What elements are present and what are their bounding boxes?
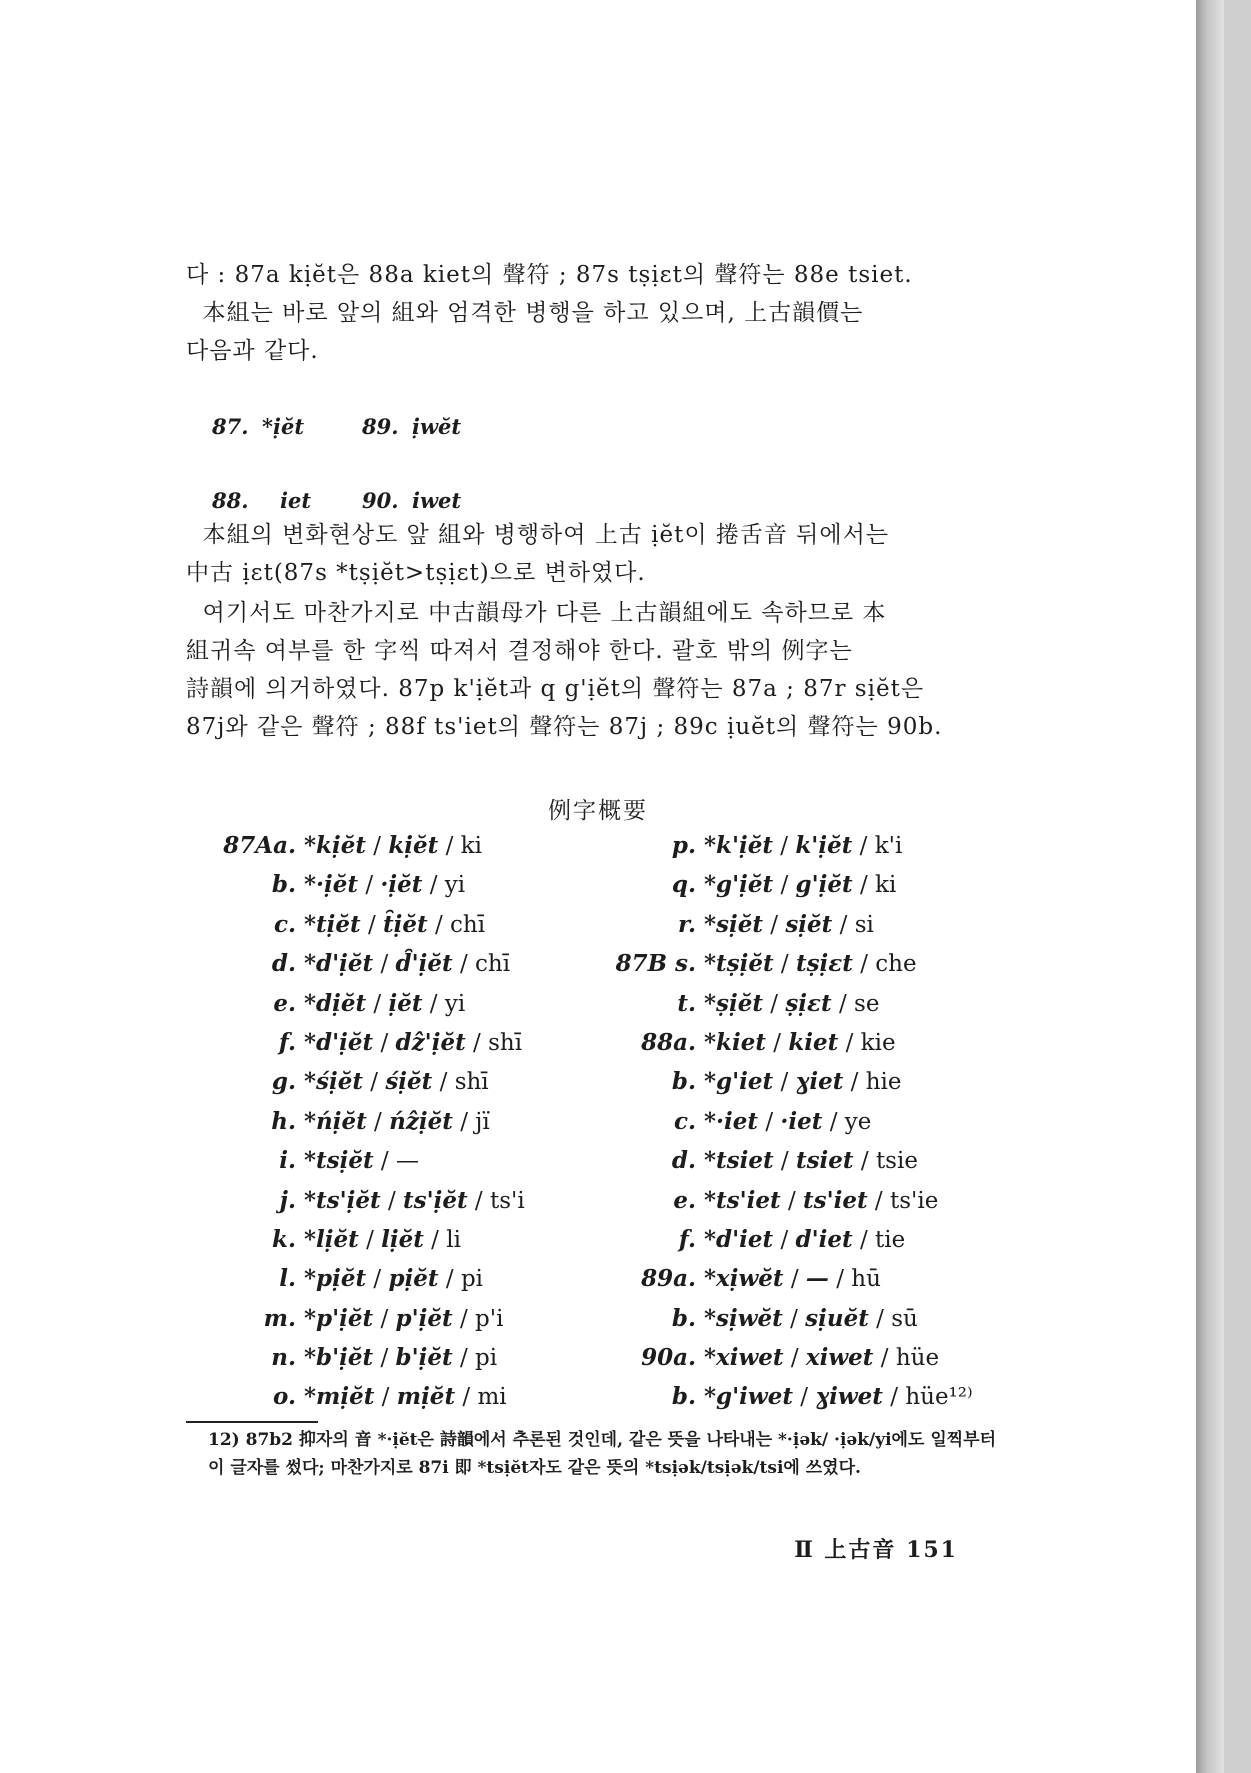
example-entry [186, 1377, 616, 1416]
example-forms: *g'ịĕt / g'ịĕt / ki [704, 871, 897, 899]
example-forms: *xịwĕt / — / hū [704, 1265, 881, 1293]
example-entry [186, 1141, 616, 1180]
example-entry [586, 1181, 1016, 1220]
example-label: e. [273, 989, 296, 1017]
example-entry [586, 1141, 1016, 1180]
example-forms: *ńịĕt / ńẑịĕt / jï [304, 1107, 490, 1135]
example-entry [186, 1181, 616, 1220]
footnote-rule [186, 1421, 318, 1423]
example-label: c. [673, 1107, 696, 1135]
example-forms: *dịĕt / ịĕt / yi [304, 989, 466, 1017]
example-entry [186, 826, 616, 865]
example-entry [586, 905, 1016, 944]
example-forms: *sịwĕt / sịuĕt / sū [704, 1304, 918, 1332]
example-label: j. [279, 1186, 296, 1214]
page-edge-shadow [1196, 0, 1224, 1773]
example-label: n. [271, 1344, 296, 1372]
examples-left-column [186, 826, 616, 1417]
example-forms: *b'ịĕt / b'ịĕt / pi [304, 1344, 498, 1372]
example-forms: *kịĕt / kịĕt / ki [304, 832, 482, 859]
example-entry [186, 1220, 616, 1259]
example-entry [586, 1259, 1016, 1298]
example-forms: *xiwet / xiwet / hüe [704, 1344, 940, 1372]
example-label: 89a. [641, 1265, 696, 1293]
example-forms: *pịĕt / pịĕt / pi [304, 1265, 484, 1293]
example-forms: *k'ịĕt / k'ịĕt / k'i [704, 832, 903, 859]
examples-right-column [586, 826, 1016, 1417]
example-label: 87Aa. [223, 832, 296, 859]
example-entry [186, 1259, 616, 1298]
example-forms: *tịĕt / t̑ịĕt / chī [304, 910, 486, 938]
example-forms: *sịĕt / sịĕt / si [704, 910, 874, 938]
example-label: p. [671, 832, 696, 859]
example-forms: *mịĕt / mịĕt / mi [304, 1383, 507, 1411]
example-forms: *·iet / ·iet / ye [704, 1107, 872, 1135]
example-entry [186, 1102, 616, 1141]
example-label: d. [271, 950, 296, 978]
example-forms: *·ịĕt / ·ịĕt / yi [304, 871, 466, 899]
paragraph-2: 本組는 바로 앞의 組와 엄격한 병행을 하고 있으며, 上古韻價는 다음과 같다. [186, 300, 864, 364]
rhyme-number: 88. [212, 488, 249, 513]
footnote: 12) 87b2 抑자의 音 *·ịĕt은 詩韻에서 추론된 것인데, 같은 뜻을 나타내는 *·ịək/ ·ịək/yi에도 일찍부터 이 글자를 썼다; 마찬가지로 87i 即 *tsịĕt자도 같은 뜻의 *tsịək/tsịək/tsi에 쓰였다. [208, 1430, 997, 1478]
example-forms: *d'ịĕt / dẑ'ịĕt / shī [304, 1028, 523, 1056]
example-entry [586, 865, 1016, 904]
example-label: m. [263, 1304, 296, 1332]
example-forms: *kiet / kiet / kie [704, 1028, 896, 1056]
rhyme-form: iet [280, 488, 312, 513]
example-forms: *tṣịĕt / tṣịɛt / che [704, 950, 917, 978]
example-entry [586, 1377, 1016, 1416]
example-entry [186, 905, 616, 944]
rhyme-number: 87. [212, 414, 249, 439]
example-label: o. [273, 1383, 296, 1411]
example-entry [186, 1062, 616, 1101]
rhyme-number: 89. [362, 414, 399, 439]
example-label: b. [671, 1068, 696, 1096]
example-label: d. [671, 1147, 696, 1175]
paragraph-1: 다 : 87a kịĕt은 88a kiet의 聲符 ; 87s tṣịɛt의 聲符는 88e tsiet. [186, 262, 913, 288]
example-label: 87B s. [615, 950, 696, 978]
example-forms: *ts'ịĕt / ts'ịĕt / ts'i [304, 1186, 525, 1214]
example-entry [586, 826, 1016, 865]
example-entry [586, 1338, 1016, 1377]
example-entry [586, 1023, 1016, 1062]
example-label: b. [271, 871, 296, 899]
example-label: c. [273, 910, 296, 938]
example-label: b. [671, 1304, 696, 1332]
running-footer: Ⅱ 上古音 151 [794, 1537, 958, 1563]
example-forms: *d'iet / d'iet / tie [704, 1225, 906, 1253]
example-entry [186, 865, 616, 904]
example-label: 90a. [641, 1344, 696, 1372]
rhyme-number: 90. [362, 488, 399, 513]
example-forms: *p'ịĕt / p'ịĕt / p'i [304, 1304, 504, 1332]
example-entry [186, 984, 616, 1023]
example-label: l. [279, 1265, 296, 1293]
example-forms: *ts'iet / ts'iet / ts'ie [704, 1186, 939, 1214]
example-label: i. [279, 1147, 296, 1175]
paragraph-3: 本組의 변화현상도 앞 組와 병행하여 上古 ịĕt이 捲舌音 뒤에서는 中古 ịɛt(87s *tṣịĕt>tṣịɛt)으로 변하였다. [186, 522, 890, 586]
example-label: f. [678, 1225, 696, 1253]
example-label: t. [677, 989, 696, 1017]
example-label: q. [671, 871, 696, 899]
example-entry [586, 1220, 1016, 1259]
example-forms: *g'iwet / ɣiwet / hüe¹²⁾ [704, 1383, 973, 1411]
example-entry [586, 1062, 1016, 1101]
example-forms: *tsiet / tsiet / tsie [704, 1147, 918, 1175]
example-entry [586, 1299, 1016, 1338]
example-label: g. [271, 1068, 296, 1096]
section-title: 例字概要 [548, 798, 648, 824]
example-entry [186, 1299, 616, 1338]
example-entry [586, 1102, 1016, 1141]
example-label: b. [671, 1383, 696, 1411]
example-entry [186, 944, 616, 983]
example-forms: *śịĕt / śịĕt / shī [304, 1068, 489, 1096]
example-entry [586, 984, 1016, 1023]
paragraph-4: 여기서도 마찬가지로 中古韻母가 다른 上古韻組에도 속하므로 本 組귀속 여부를 한 字씩 따져서 결정해야 한다. 괄호 밖의 例字는 詩韻에 의거하였다. 87p k'ịĕt과 q g'ịĕt의 聲符는 87a ; 87r sịĕt은 87j와 같은 聲符 ; 88f ts'iet의 聲符는 87j ; 89c ịuĕt의 聲符는 90b. [186, 600, 943, 740]
rhyme-form: *ịĕt [262, 414, 305, 439]
page-edge [1224, 0, 1251, 1773]
example-label: r. [677, 910, 696, 938]
example-label: k. [272, 1225, 296, 1253]
example-entry [586, 944, 1016, 983]
example-label: e. [673, 1186, 696, 1214]
example-label: 88a. [641, 1028, 696, 1056]
example-entry [186, 1023, 616, 1062]
example-forms: *g'iet / ɣiet / hie [704, 1068, 902, 1096]
example-entry [186, 1338, 616, 1377]
rhyme-form: iwet [412, 488, 462, 513]
example-forms: *lịĕt / lịĕt / li [304, 1225, 461, 1253]
example-forms: *ṣịĕt / ṣịɛt / se [704, 989, 880, 1017]
rhyme-form: ịwĕt [412, 414, 462, 439]
example-label: f. [278, 1028, 296, 1056]
example-forms: *d'ịĕt / d̑'ịĕt / chī [304, 950, 511, 978]
example-forms: *tsịĕt / — [304, 1147, 419, 1175]
example-label: h. [271, 1107, 296, 1135]
